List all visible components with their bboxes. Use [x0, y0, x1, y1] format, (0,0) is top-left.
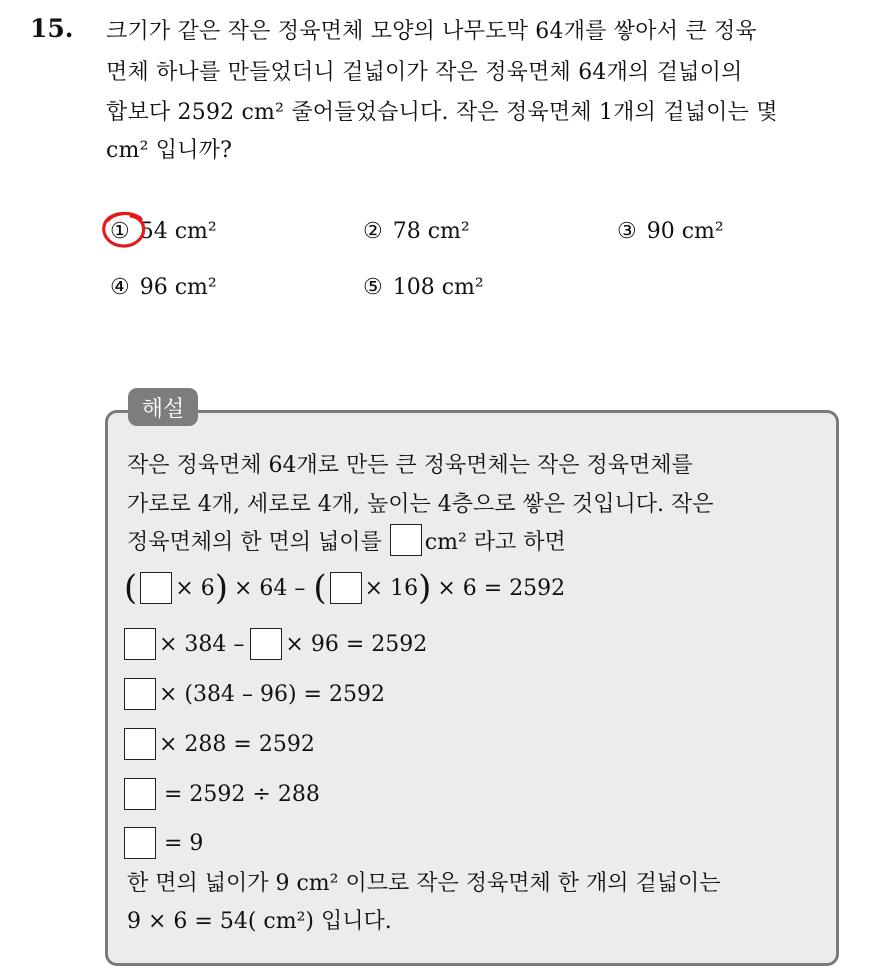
equation-2-part-b: × 96 = 2592: [285, 631, 428, 657]
choice-2-number: ②: [363, 219, 383, 244]
blank-box: [140, 572, 172, 604]
equation-6: [124, 827, 203, 859]
solution-line-3-end: cm² 라고 하면: [424, 529, 566, 555]
equation-4: [124, 728, 315, 760]
choice-2[interactable]: [363, 219, 470, 244]
choice-4-value: 96 cm²: [139, 275, 217, 300]
equation-5-text: = 2592 ÷ 288: [164, 781, 320, 807]
blank-box: [124, 827, 156, 859]
conclusion-line-1: 한 면의 넓이가 9 cm² 이므로 작은 정육면체 한 개의 겉넓이는: [127, 871, 721, 896]
solution-tag: 해설: [128, 388, 198, 426]
blank-box: [330, 572, 362, 604]
blank-box: [250, 628, 282, 660]
choice-3-value: 90 cm²: [646, 219, 724, 244]
equation-3-text: × (384 – 96) = 2592: [159, 681, 385, 707]
equation-1-part-a: × 6: [175, 575, 215, 601]
choice-3-number: ③: [617, 219, 637, 244]
blank-box: [124, 678, 156, 710]
question-number: 15.: [30, 14, 74, 43]
choice-1-value: 54 cm²: [139, 219, 217, 244]
paren-close: ): [214, 568, 228, 608]
blank-box: [390, 524, 422, 556]
blank-box: [124, 728, 156, 760]
paren-close: ): [418, 568, 432, 608]
choice-3[interactable]: [617, 219, 724, 244]
choice-5-value: 108 cm²: [392, 275, 484, 300]
equation-3: [124, 678, 385, 710]
paren-open: (: [124, 568, 138, 608]
equation-4-text: × 288 = 2592: [159, 731, 315, 757]
choice-4-number: ④: [110, 275, 130, 300]
question-line-3: 합보다 2592 cm² 줄어들었습니다. 작은 정육면체 1개의 겉넓이는 몇: [106, 100, 778, 125]
equation-1-part-c: × 16: [364, 575, 419, 601]
solution-line-3: [127, 524, 566, 556]
paren-open: (: [313, 568, 327, 608]
equation-5: [124, 778, 320, 810]
equation-1: [124, 568, 566, 608]
equation-2: [124, 628, 427, 660]
choice-5-number: ⑤: [363, 275, 383, 300]
choice-1-number: ①: [110, 219, 130, 244]
solution-line-1: 작은 정육면체 64개로 만든 큰 정육면체는 작은 정육면체를: [127, 453, 693, 478]
equation-2-part-a: × 384 –: [159, 631, 245, 657]
blank-box: [124, 778, 156, 810]
answer-circle-mark: [101, 211, 147, 249]
choice-5[interactable]: [363, 275, 484, 300]
question-line-4: cm² 입니까?: [106, 138, 233, 163]
question-line-2: 면체 하나를 만들었더니 겉넓이가 작은 정육면체 64개의 겉넓이의: [106, 60, 743, 85]
solution-line-3-start: 정육면체의 한 면의 넓이를: [127, 529, 382, 555]
equation-1-part-b: × 64 –: [233, 575, 306, 601]
choice-2-value: 78 cm²: [392, 219, 470, 244]
equation-1-part-d: × 6 = 2592: [437, 575, 566, 601]
conclusion-line-2: 9 × 6 = 54( cm²) 입니다.: [127, 909, 392, 934]
solution-line-2: 가로로 4개, 세로로 4개, 높이는 4층으로 쌓은 것입니다. 작은: [127, 492, 714, 517]
choice-4[interactable]: [110, 275, 217, 300]
blank-box: [124, 628, 156, 660]
question-line-1: 크기가 같은 작은 정육면체 모양의 나무도막 64개를 쌓아서 큰 정육: [106, 19, 757, 44]
equation-6-text: = 9: [164, 830, 204, 856]
